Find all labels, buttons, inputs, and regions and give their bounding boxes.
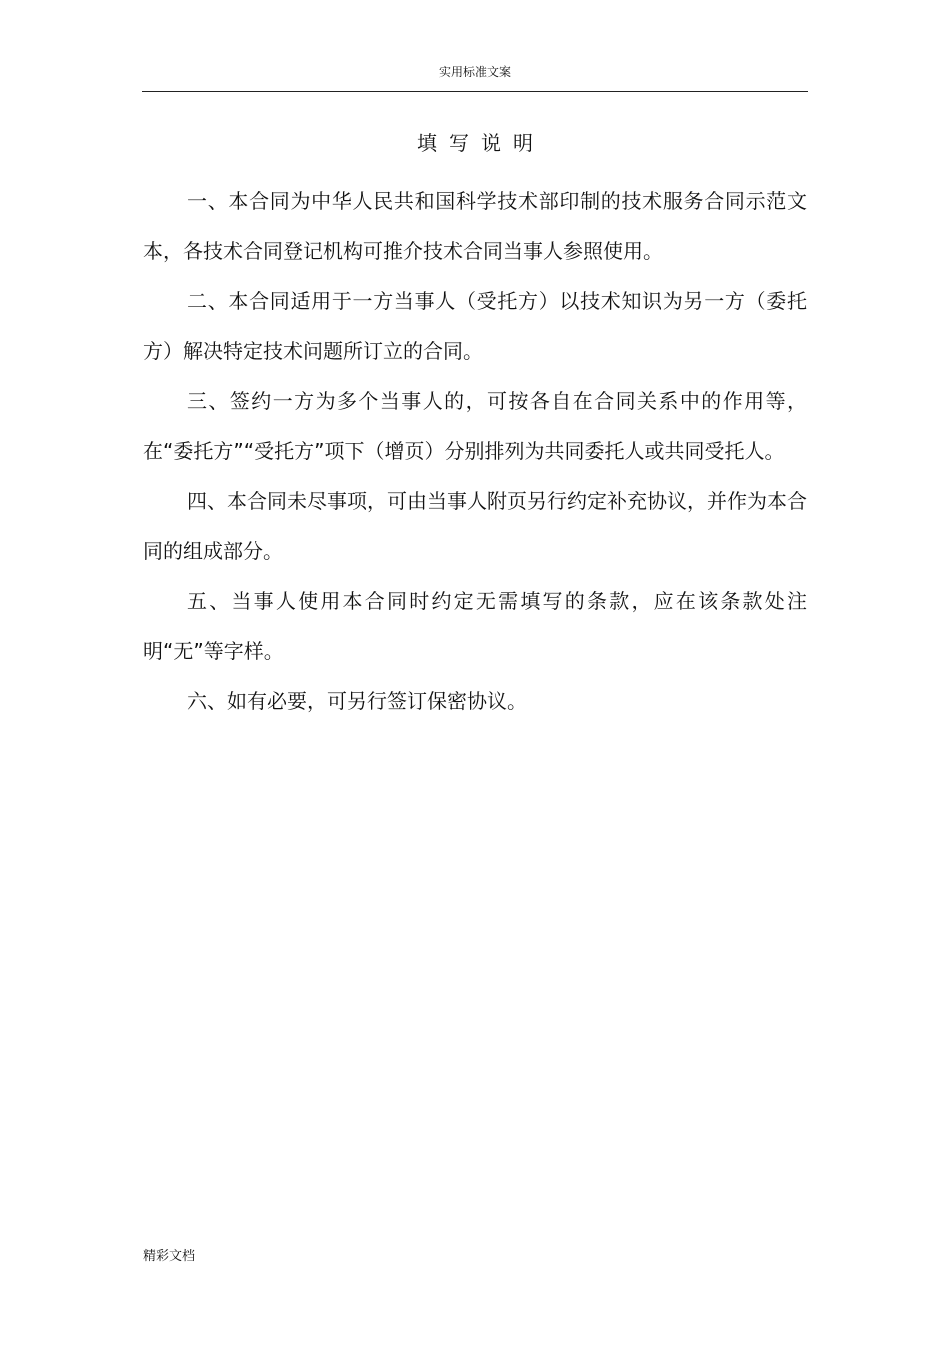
instruction-paragraph-1: 一、本合同为中华人民共和国科学技术部印制的技术服务合同示范文本，各技术合同登记机构可推介技术合同当事人参照使用。 <box>143 189 807 263</box>
instruction-paragraph-5: 五、当事人使用本合同时约定无需填写的条款，应在该条款处注明“无”等字样。 <box>143 589 807 663</box>
header-divider <box>142 91 808 92</box>
page-footer: 精彩文档 <box>143 1249 196 1264</box>
instruction-paragraph-4: 四、本合同未尽事项，可由当事人附页另行约定补充协议，并作为本合同的组成部分。 <box>143 489 807 563</box>
instruction-paragraph-2: 二、本合同适用于一方当事人（受托方）以技术知识为另一方（委托方）解决特定技术问题所订立的合同。 <box>143 289 807 363</box>
instruction-paragraph-6: 六、如有必要，可另行签订保密协议。 <box>187 689 527 713</box>
header-text: 实用标准文案 <box>438 65 511 79</box>
instruction-paragraph-3: 三、签约一方为多个当事人的，可按各自在合同关系中的作用等，在“委托方”“受托方”项下（增页）分别排列为共同委托人或共同受托人。 <box>143 389 807 463</box>
document-title: 填写说明 <box>417 131 545 155</box>
instructions-body <box>143 176 807 726</box>
